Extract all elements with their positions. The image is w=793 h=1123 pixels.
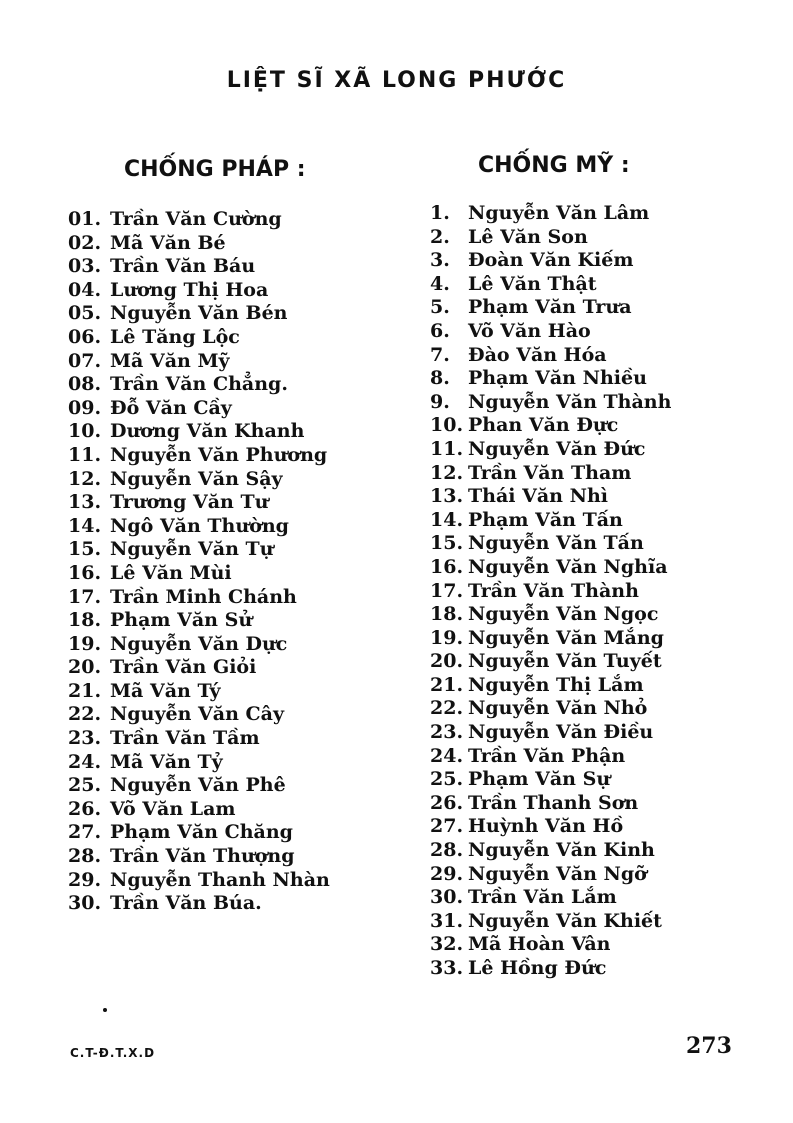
- list-item: [68, 680, 330, 704]
- list-item: [430, 957, 671, 981]
- list-item: [68, 538, 330, 562]
- item-number: 23.: [430, 721, 464, 744]
- item-number: 14.: [430, 508, 464, 531]
- list-item: [430, 509, 671, 533]
- item-number: 20.: [68, 656, 102, 679]
- item-name: Đào Văn Hóa: [468, 343, 607, 366]
- item-number: 21.: [430, 673, 464, 696]
- item-number: 09.: [68, 396, 102, 419]
- item-number: 1.: [430, 202, 450, 224]
- item-number: 33.: [430, 957, 464, 979]
- list-item: [430, 485, 671, 509]
- footer-code: C.T-Đ.T.X.D: [70, 1046, 156, 1060]
- item-number: 23.: [68, 727, 102, 750]
- item-number: 11.: [430, 437, 464, 460]
- item-name: Nguyễn Văn Thành: [468, 390, 672, 413]
- item-number: 7.: [430, 343, 450, 366]
- list-item: [430, 886, 671, 910]
- list-item: [430, 863, 671, 887]
- item-name: Võ Văn Hào: [468, 319, 591, 342]
- list-item: [430, 273, 671, 297]
- item-name: Nguyễn Văn Phương: [110, 443, 328, 466]
- item-name: Nguyễn Văn Điều: [468, 721, 654, 744]
- item-name: Mã Văn Tý: [110, 679, 221, 702]
- item-name: Nguyễn Thị Lắm: [468, 673, 644, 696]
- list-item: [68, 350, 330, 374]
- list-item: [430, 910, 671, 934]
- list-item: [430, 202, 671, 226]
- list-item: [68, 586, 330, 610]
- item-number: 4.: [430, 272, 450, 295]
- list-item: [430, 603, 671, 627]
- item-number: 25.: [430, 768, 464, 791]
- chong-my-list: [430, 202, 671, 981]
- item-name: Trần Văn Thượng: [110, 845, 295, 868]
- list-item: [430, 674, 671, 698]
- list-item: [68, 869, 330, 893]
- list-item: [430, 320, 671, 344]
- item-number: 13.: [430, 485, 464, 508]
- item-name: Mã Văn Bé: [110, 231, 226, 254]
- item-name: Ngô Văn Thường: [110, 514, 289, 537]
- item-number: 28.: [68, 845, 102, 868]
- page-title: LIỆT SĨ XÃ LONG PHƯỚC: [226, 68, 567, 93]
- item-name: Nguyễn Văn Mắng: [468, 626, 664, 649]
- item-number: 2.: [430, 225, 450, 248]
- item-name: Lương Thị Hoa: [110, 278, 269, 301]
- item-name: Phạm Văn Sử: [110, 609, 253, 632]
- item-number: 06.: [68, 325, 102, 348]
- item-name: Phạm Văn Sự: [468, 768, 611, 791]
- item-name: Nguyễn Văn Ngỡ: [468, 862, 647, 885]
- list-item: [430, 532, 671, 556]
- item-number: 01.: [68, 208, 102, 230]
- list-item: [430, 839, 671, 863]
- item-name: Trần Văn Cường: [110, 208, 282, 230]
- item-name: Nguyễn Văn Bén: [110, 302, 288, 325]
- item-name: Đỗ Văn Cầy: [110, 396, 232, 419]
- item-number: 07.: [68, 349, 102, 372]
- item-number: 05.: [68, 302, 102, 325]
- item-name: Trần Văn Búa.: [110, 892, 262, 915]
- list-item: [430, 367, 671, 391]
- item-name: Trần Văn Báu: [110, 255, 256, 278]
- list-item: [68, 232, 330, 256]
- list-item: [68, 774, 330, 798]
- list-item: [430, 792, 671, 816]
- list-item: [430, 391, 671, 415]
- list-item: [430, 344, 671, 368]
- item-number: 20.: [430, 650, 464, 673]
- item-number: 29.: [68, 868, 102, 891]
- list-item: [68, 515, 330, 539]
- list-item: [68, 420, 330, 444]
- item-name: Phạm Văn Nhiều: [468, 367, 647, 390]
- item-name: Thái Văn Nhì: [468, 485, 608, 508]
- list-item: [430, 627, 671, 651]
- item-number: 31.: [430, 909, 464, 932]
- item-number: 24.: [430, 744, 464, 767]
- item-name: Lê Văn Son: [468, 225, 588, 248]
- list-item: [68, 444, 330, 468]
- item-number: 26.: [68, 797, 102, 820]
- section-heading-chong-phap: CHỐNG PHÁP :: [124, 157, 306, 182]
- item-number: 15.: [430, 532, 464, 555]
- list-item: [68, 609, 330, 633]
- list-item: [430, 933, 671, 957]
- item-number: 17.: [430, 579, 464, 602]
- item-number: 12.: [68, 467, 102, 490]
- item-number: 27.: [68, 821, 102, 844]
- item-number: 24.: [68, 750, 102, 773]
- item-name: Lê Văn Thật: [468, 272, 597, 295]
- item-name: Lê Hồng Đức: [468, 957, 607, 979]
- item-name: Huỳnh Văn Hồ: [468, 815, 624, 838]
- item-number: 19.: [430, 626, 464, 649]
- item-name: Trần Minh Chánh: [110, 585, 297, 608]
- item-number: 18.: [430, 603, 464, 626]
- item-number: 08.: [68, 373, 102, 396]
- item-number: 30.: [430, 886, 464, 909]
- item-number: 22.: [430, 697, 464, 720]
- item-name: Nguyễn Văn Cây: [110, 703, 284, 726]
- list-item: [430, 650, 671, 674]
- page-number: 273: [686, 1033, 732, 1059]
- list-item: [68, 656, 330, 680]
- list-item: [68, 751, 330, 775]
- item-number: 27.: [430, 815, 464, 838]
- item-name: Đoàn Văn Kiếm: [468, 249, 634, 272]
- item-name: Nguyễn Văn Tấn: [468, 532, 644, 555]
- item-name: Trần Văn Tham: [468, 461, 632, 484]
- list-item: [68, 892, 330, 916]
- item-number: 13.: [68, 491, 102, 514]
- item-name: Nguyễn Văn Sậy: [110, 467, 283, 490]
- item-name: Nguyễn Văn Nghĩa: [468, 555, 668, 578]
- item-number: 10.: [430, 414, 464, 437]
- list-item: [430, 249, 671, 273]
- ink-dot: [103, 1008, 107, 1012]
- item-name: Phạm Văn Trưa: [468, 296, 632, 319]
- item-number: 9.: [430, 390, 450, 413]
- item-number: 14.: [68, 514, 102, 537]
- list-item: [68, 373, 330, 397]
- item-name: Trần Văn Giỏi: [110, 656, 257, 679]
- list-item: [430, 580, 671, 604]
- item-number: 10.: [68, 420, 102, 443]
- item-name: Phạm Văn Chăng: [110, 821, 293, 844]
- chong-phap-list: [68, 208, 330, 916]
- list-item: [430, 296, 671, 320]
- list-item: [430, 697, 671, 721]
- item-name: Mã Văn Mỹ: [110, 349, 230, 372]
- item-number: 5.: [430, 296, 450, 319]
- item-name: Dương Văn Khanh: [110, 420, 305, 443]
- item-number: 25.: [68, 774, 102, 797]
- section-heading-chong-my: CHỐNG MỸ :: [478, 153, 630, 178]
- list-item: [68, 798, 330, 822]
- item-number: 03.: [68, 255, 102, 278]
- list-item: [68, 397, 330, 421]
- list-item: [430, 556, 671, 580]
- item-name: Nguyễn Văn Nhỏ: [468, 697, 648, 720]
- item-name: Nguyễn Văn Khiết: [468, 909, 662, 932]
- list-item: [430, 414, 671, 438]
- item-number: 17.: [68, 585, 102, 608]
- list-item: [68, 821, 330, 845]
- item-name: Trần Thanh Sơn: [468, 791, 639, 814]
- item-name: Trương Văn Tư: [110, 491, 269, 514]
- item-number: 12.: [430, 461, 464, 484]
- list-item: [68, 845, 330, 869]
- list-item: [430, 721, 671, 745]
- list-item: [68, 468, 330, 492]
- item-name: Nguyễn Văn Ngọc: [468, 603, 659, 626]
- item-name: Phan Văn Đực: [468, 414, 619, 437]
- item-number: 28.: [430, 839, 464, 862]
- list-item: [68, 255, 330, 279]
- item-number: 6.: [430, 319, 450, 342]
- item-name: Trần Văn Phận: [468, 744, 626, 767]
- item-name: Nguyễn Văn Phê: [110, 774, 286, 797]
- item-number: 29.: [430, 862, 464, 885]
- item-number: 15.: [68, 538, 102, 561]
- list-item: [68, 727, 330, 751]
- list-item: [68, 208, 330, 232]
- list-item: [430, 745, 671, 769]
- item-number: 21.: [68, 679, 102, 702]
- item-number: 18.: [68, 609, 102, 632]
- item-name: Trần Văn Thành: [468, 579, 639, 602]
- item-number: 16.: [68, 561, 102, 584]
- list-item: [68, 302, 330, 326]
- item-name: Nguyễn Văn Tuyết: [468, 650, 662, 673]
- item-name: Mã Hoàn Vân: [468, 933, 611, 956]
- item-name: Nguyễn Văn Đức: [468, 437, 646, 460]
- item-name: Nguyễn Thanh Nhàn: [110, 868, 330, 891]
- item-number: 32.: [430, 933, 464, 956]
- list-item: [68, 279, 330, 303]
- item-number: 22.: [68, 703, 102, 726]
- item-name: Lê Văn Mùi: [110, 561, 232, 584]
- item-number: 02.: [68, 231, 102, 254]
- item-number: 30.: [68, 892, 102, 915]
- item-name: Nguyễn Văn Lâm: [468, 202, 650, 224]
- item-name: Trần Văn Lắm: [468, 886, 617, 909]
- list-item: [68, 326, 330, 350]
- list-item: [430, 226, 671, 250]
- list-item: [68, 491, 330, 515]
- list-item: [68, 562, 330, 586]
- list-item: [430, 815, 671, 839]
- list-item: [430, 768, 671, 792]
- list-item: [430, 438, 671, 462]
- item-number: 3.: [430, 249, 450, 272]
- item-number: 04.: [68, 278, 102, 301]
- list-item: [68, 633, 330, 657]
- item-name: Võ Văn Lam: [110, 797, 236, 820]
- item-name: Lê Tăng Lộc: [110, 325, 240, 348]
- item-name: Trần Văn Tầm: [110, 727, 260, 750]
- item-name: Trần Văn Chẳng.: [110, 373, 288, 396]
- item-number: 11.: [68, 443, 102, 466]
- list-item: [68, 703, 330, 727]
- item-name: Nguyễn Văn Tự: [110, 538, 274, 561]
- item-number: 26.: [430, 791, 464, 814]
- item-number: 19.: [68, 632, 102, 655]
- item-number: 8.: [430, 367, 450, 390]
- item-name: Nguyễn Văn Kinh: [468, 839, 655, 862]
- item-name: Nguyễn Văn Dực: [110, 632, 288, 655]
- list-item: [430, 462, 671, 486]
- item-name: Phạm Văn Tấn: [468, 508, 623, 531]
- item-number: 16.: [430, 555, 464, 578]
- item-name: Mã Văn Tỷ: [110, 750, 223, 773]
